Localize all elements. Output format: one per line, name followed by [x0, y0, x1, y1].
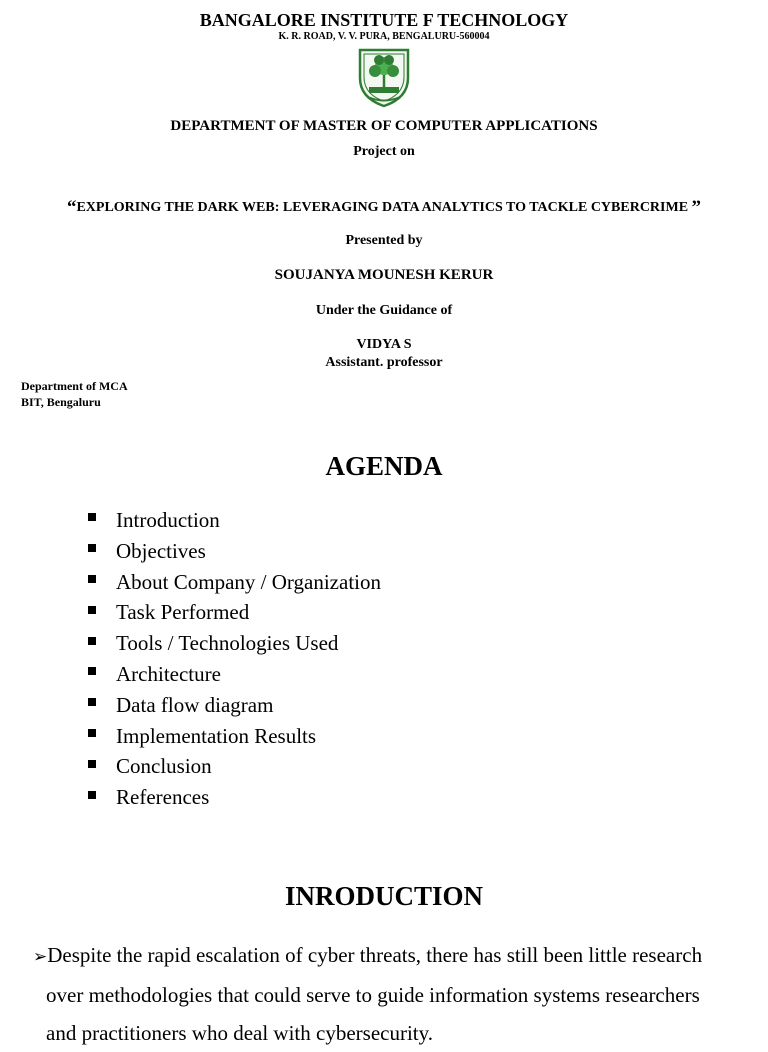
square-bullet-icon — [88, 575, 96, 583]
intro-line-1 — [33, 936, 709, 976]
square-bullet-icon — [88, 760, 96, 768]
agenda-item — [88, 721, 381, 752]
agenda-heading: AGENDA — [325, 451, 443, 481]
square-bullet-icon — [88, 606, 96, 614]
agenda-item-label: Introduction — [116, 508, 220, 532]
arrow-bullet-icon: ➢ — [33, 947, 48, 967]
agenda-item-label: Conclusion — [116, 754, 212, 779]
agenda-item-label: About Company / Organization — [116, 569, 381, 594]
institute-name: BANGALORE INSTITUTE F TECHNOLOGY — [199, 10, 569, 30]
department-info — [21, 378, 128, 410]
intro-text: Despite the rapid escalation of cyber threats, there has still been little research — [47, 943, 703, 967]
agenda-item-label: Task Performed — [116, 600, 250, 625]
institute-address: K. R. ROAD, V. V. PURA, BENGALURU-560004 — [278, 31, 490, 42]
square-bullet-icon — [88, 667, 96, 675]
intro-line-2: over methodologies that could serve to guide information systems researchers — [46, 983, 700, 1007]
agenda-item — [88, 659, 381, 690]
agenda-item — [88, 782, 381, 813]
agenda-item — [88, 505, 381, 536]
student-name: SOUJANYA MOUNESH KERUR — [274, 267, 494, 283]
guide-name: VIDYA S — [356, 337, 412, 352]
square-bullet-icon — [88, 729, 96, 737]
agenda-item-label: Tools / Technologies Used — [116, 631, 339, 656]
square-bullet-icon — [88, 791, 96, 799]
agenda-item — [88, 597, 381, 628]
institute-line: BIT, Bengaluru — [21, 395, 101, 409]
agenda-item-label: References — [116, 785, 210, 810]
agenda-item — [88, 751, 381, 782]
introduction-heading: INRODUCTION — [284, 881, 484, 911]
close-quote: ” — [691, 197, 702, 218]
agenda-item-label: Objectives — [116, 538, 206, 563]
square-bullet-icon — [88, 637, 96, 645]
intro-line-3: and practitioners who deal with cybersecurity. — [46, 1021, 434, 1045]
agenda-item-label: Implementation Results — [116, 723, 317, 748]
institute-crest-icon — [354, 46, 414, 108]
agenda-item — [88, 567, 381, 598]
square-bullet-icon — [88, 544, 96, 552]
guidance-label: Under the Guidance of — [315, 303, 453, 318]
agenda-list — [88, 505, 381, 813]
project-on-label: Project on — [353, 144, 415, 159]
presented-by-label: Presented by — [345, 233, 423, 248]
open-quote: “ — [66, 197, 77, 218]
guide-title: Assistant. professor — [325, 355, 443, 370]
square-bullet-icon — [88, 513, 96, 521]
department-title: DEPARTMENT OF MASTER OF COMPUTER APPLICATIONS — [170, 118, 598, 134]
department-line: Department of MCA — [21, 379, 128, 393]
agenda-item-label: Architecture — [116, 661, 221, 686]
introduction-paragraph — [33, 936, 709, 1052]
project-title-text: EXPLORING THE DARK WEB: LEVERAGING DATA ANALYTICS TO TACKLE CYBERCRIME — [76, 200, 689, 215]
agenda-item — [88, 536, 381, 567]
agenda-item — [88, 690, 381, 721]
project-title — [0, 197, 768, 219]
agenda-item-label: Data flow diagram — [116, 692, 274, 717]
square-bullet-icon — [88, 698, 96, 706]
agenda-item — [88, 628, 381, 659]
